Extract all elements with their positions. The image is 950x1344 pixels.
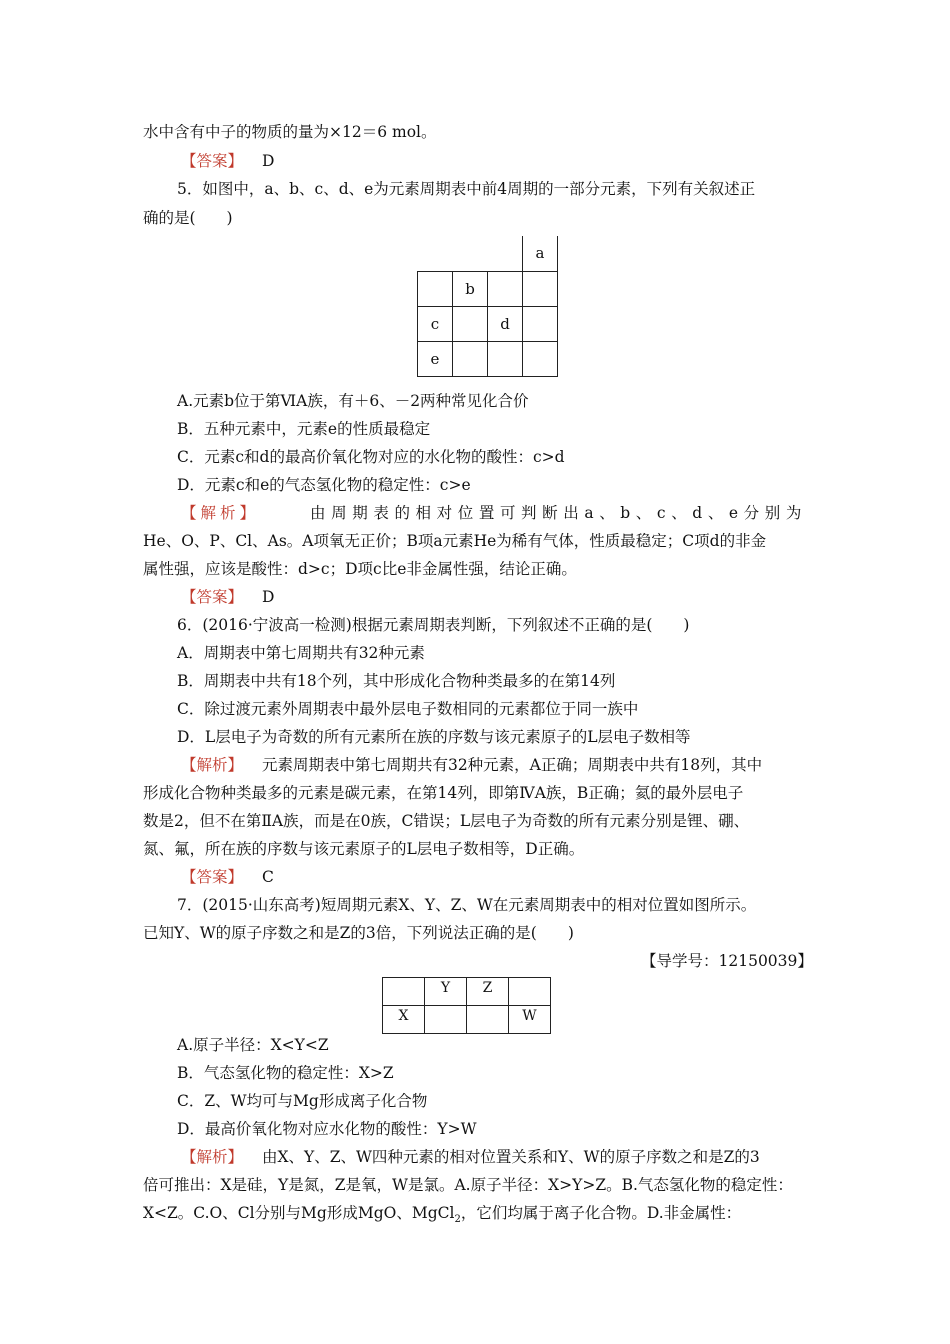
answer-tag: 【答案】 [181, 152, 244, 170]
cell-z: Z [467, 978, 509, 1006]
cell-c: c [418, 306, 453, 341]
periodic-table-fragment-q5 [417, 236, 558, 377]
question-7-line-1: 7．(2015·山东高考)短周期元素X、Y、Z、W在元素周期表中的相对位置如图所示。 [177, 896, 757, 914]
analysis-5-line-3: 属性强，应该是酸性：d>c；D项c比e非金属性强，结论正确。 [143, 560, 577, 578]
option-a: A.元素b位于第ⅥA族，有＋6、－2两种常见化合价 [177, 392, 529, 410]
cell-x: X [383, 1006, 425, 1034]
option-d: D．L层电子为奇数的所有元素所在族的序数与该元素原子的L层电子数相等 [177, 728, 691, 746]
subscript: 2 [454, 1214, 461, 1226]
cell-b: b [453, 271, 488, 306]
analysis-text: ，它们均属于离子化合物。D.非金属性： [460, 1204, 742, 1222]
analysis-5-line-1 [181, 503, 807, 523]
cell-y: Y [425, 978, 467, 1006]
cell-e: e [418, 341, 453, 376]
option-d: D．最高价氧化物对应水化物的酸性：Y>W [177, 1120, 477, 1138]
option-a: A．周期表中第七周期共有32种元素 [177, 644, 425, 662]
question-7-line-2: 已知Y、W的原子序数之和是Z的3倍，下列说法正确的是( ) [143, 924, 574, 942]
answer-value: D [261, 588, 275, 606]
analysis-text: X<Z。C.O、Cl分别与Mg形成MgO、MgCl [143, 1204, 455, 1222]
cell-d: d [488, 306, 523, 341]
analysis-6-line-3: 数是2，但不在第ⅡA族，而是在0族，C错误；L层电子为奇数的所有元素分别是锂、硼、 [143, 812, 750, 830]
analysis-text: 由X、Y、Z、W四种元素的相对位置关系和Y、W的原子序数之和是Z的3 [261, 1148, 760, 1166]
analysis-6-line-1 [181, 755, 762, 775]
text-line: 水中含有中子的物质的量为×12＝6 mol。 [143, 123, 437, 141]
analysis-text: 元素周期表中第七周期共有32种元素，A正确；周期表中共有18列，其中 [261, 756, 763, 774]
analysis-7-line-3 [143, 1203, 741, 1230]
option-a: A.原子半径：X<Y<Z [177, 1036, 329, 1054]
option-d: D．元素c和e的气态氢化物的稳定性：c>e [177, 476, 471, 494]
answer-tag: 【答案】 [181, 588, 244, 606]
question-5-line-2: 确的是( ) [143, 209, 233, 227]
answer-value: D [261, 152, 275, 170]
analysis-tag: 【解析】 [181, 756, 244, 774]
answer-line [181, 867, 274, 887]
option-c: C．元素c和d的最高价氧化物对应的水化物的酸性：c>d [177, 448, 565, 466]
analysis-text: 由周期表的相对位置可判断出a、b、c、d、e分别为 [310, 504, 807, 522]
option-c: C．除过渡元素外周期表中最外层电子数相同的元素都位于同一族中 [177, 700, 639, 718]
option-c: C．Z、W均可与Mg形成离子化合物 [177, 1092, 428, 1110]
answer-line [181, 151, 274, 171]
analysis-7-line-1 [181, 1147, 760, 1167]
analysis-tag: 【解析】 [181, 504, 260, 522]
answer-tag: 【答案】 [181, 868, 244, 886]
option-b: B．周期表中共有18个列，其中形成化合物种类最多的在第14列 [177, 672, 616, 690]
cell-a: a [523, 236, 558, 271]
answer-value: C [261, 868, 274, 886]
analysis-6-line-4: 氮、氟，所在族的序数与该元素原子的L层电子数相等，D正确。 [143, 840, 585, 858]
analysis-tag: 【解析】 [181, 1148, 244, 1166]
reference-number: 【导学号：12150039】 [641, 952, 813, 970]
option-b: B．五种元素中，元素e的性质最稳定 [177, 420, 431, 438]
question-5-line-1: 5．如图中，a、b、c、d、e为元素周期表中前4周期的一部分元素，下列有关叙述正 [177, 180, 756, 198]
periodic-table-fragment-q7 [382, 977, 551, 1034]
question-6-line-1: 6．(2016·宁波高一检测)根据元素周期表判断，下列叙述不正确的是( ) [177, 616, 690, 634]
analysis-6-line-2: 形成化合物种类最多的元素是碳元素，在第14列，即第ⅣA族，B正确；氦的最外层电子 [143, 784, 744, 802]
analysis-5-line-2: He、O、P、Cl、As。A项氧无正价；B项a元素He为稀有气体，性质最稳定；C项d的非金 [143, 532, 767, 550]
option-b: B．气态氢化物的稳定性：X>Z [177, 1064, 394, 1082]
answer-line [181, 587, 274, 607]
analysis-7-line-2: 倍可推出：X是硅，Y是氮，Z是氧，W是氯。A.原子半径：X>Y>Z。B.气态氢化物的稳定性： [143, 1176, 793, 1194]
cell-w: W [509, 1006, 551, 1034]
